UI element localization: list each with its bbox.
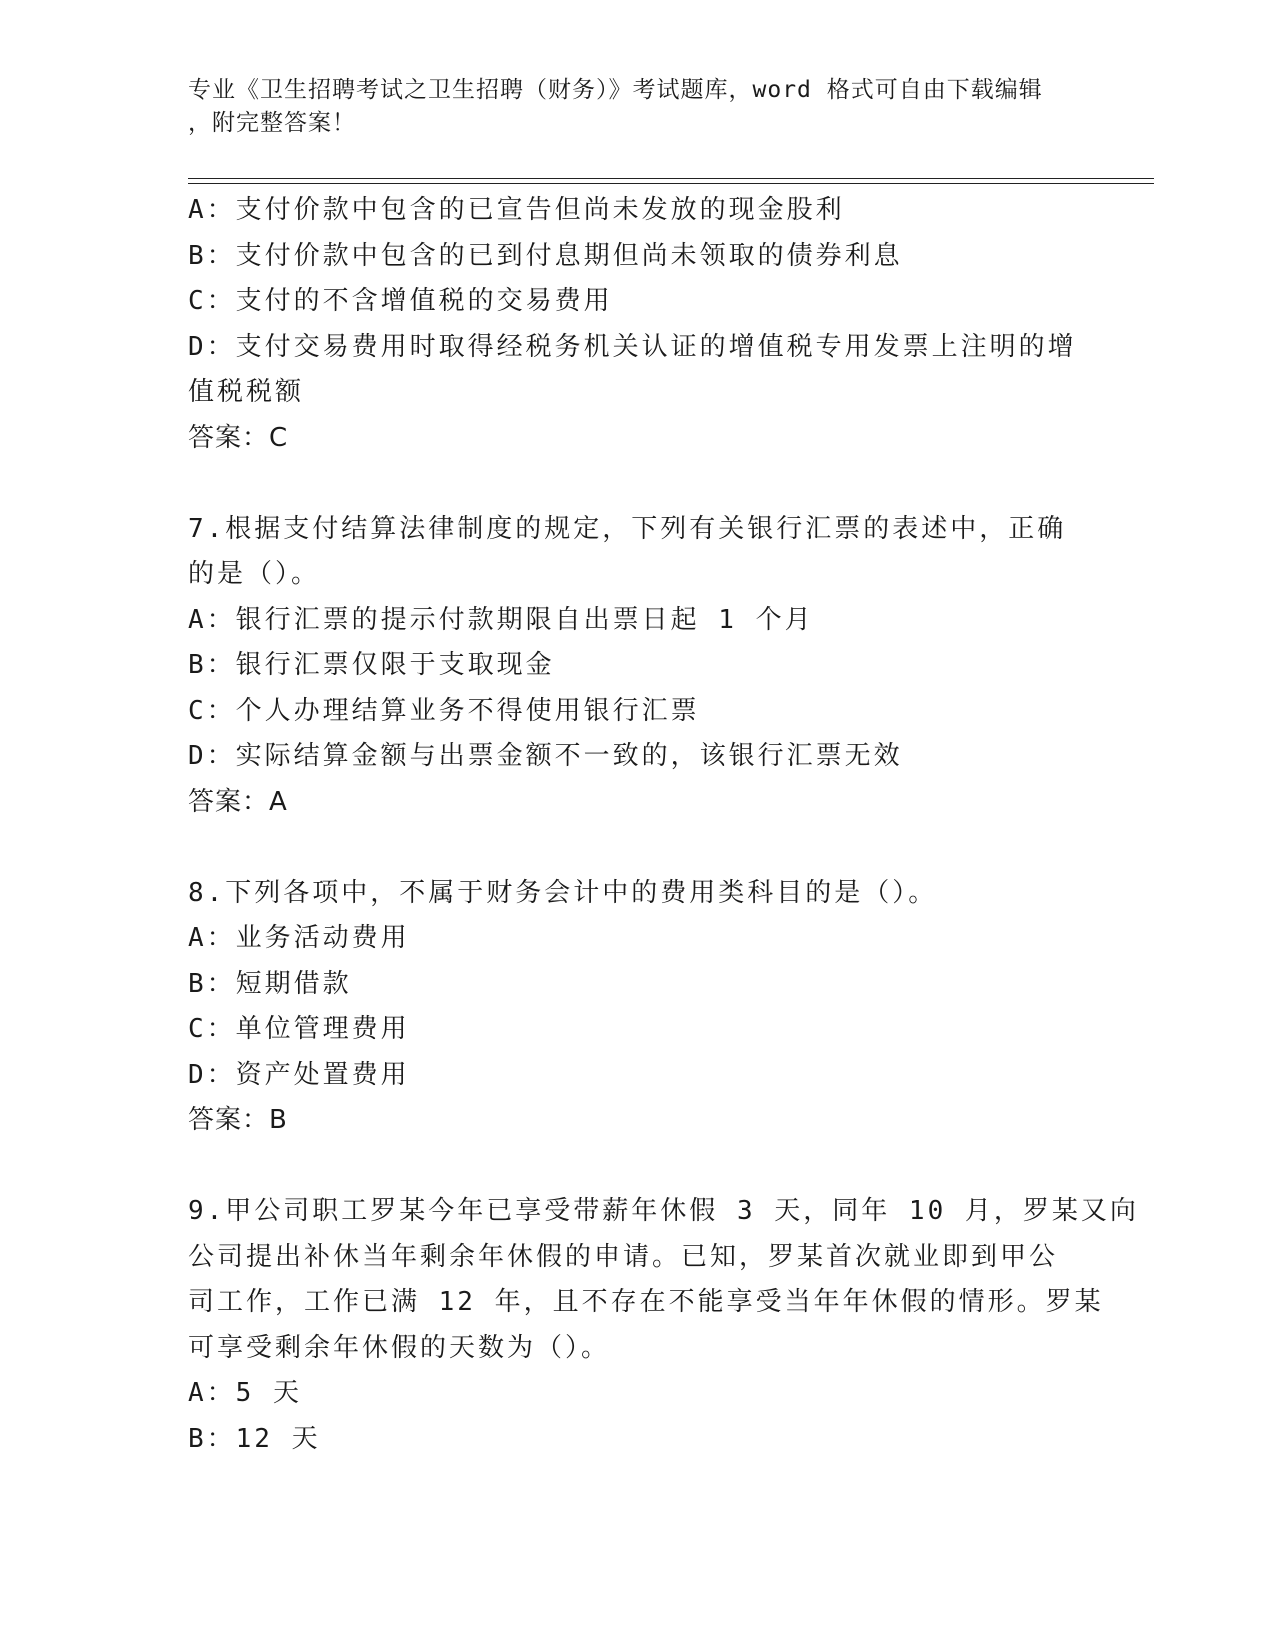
question-stem: 9.甲公司职工罗某今年已享受带薪年休假 3 天，同年 10 月，罗某又向 [188,1196,1139,1226]
question-stem-continued: 公司提出补休当年剩余年休假的申请。已知，罗某首次就业即到甲公 [188,1241,1059,1272]
spacer [188,825,1088,871]
option-c: C：个人办理结算业务不得使用银行汇票 [188,695,700,726]
option-d: D：资产处置费用 [188,1059,410,1090]
option-a: A：支付价款中包含的已宣告但尚未发放的现金股利 [188,195,845,225]
option-c: C：支付的不含增值税的交易费用 [188,286,613,316]
answer-line: 答案：A [188,786,288,817]
question-block-9 [188,1189,1139,1462]
answer-line: 答案：C [188,422,289,453]
question-stem-continued: 可享受剩余年休假的天数为（）。 [188,1332,611,1363]
option-a: A：业务活动费用 [188,923,410,953]
question-block-7 [188,507,1088,826]
question-block-8 [188,871,1088,1144]
header-rule-bottom [188,183,1154,184]
option-d: D：实际结算金额与出票金额不一致的，该银行汇票无效 [188,741,903,771]
header-rule-top [188,178,1154,179]
header-line-1: 专业《卫生招聘考试之卫生招聘（财务）》考试题库，word 格式可自由下载编辑 [188,77,1043,103]
answer-line: 答案：B [188,1105,288,1135]
option-b: B：银行汇票仅限于支取现金 [188,650,555,680]
header-line-2: ，附完整答案！ [188,110,356,136]
option-d: D：支付交易费用时取得经税务机关认证的增值税专用发票上注明的增 [188,331,1077,362]
option-d-continued: 值税税额 [188,377,305,407]
question-stem-continued: 司工作，工作已满 12 年，且不存在不能享受当年年休假的情形。罗某 [188,1287,1104,1317]
document-header [188,74,1088,140]
question-stem: 7.根据支付结算法律制度的规定，下列有关银行汇票的表述中，正确 [188,513,1067,544]
spacer [188,461,1088,507]
option-a: A：5 天 [188,1378,302,1408]
option-c: C：单位管理费用 [188,1014,410,1044]
option-b: B：短期借款 [188,968,352,999]
question-list [188,188,1139,1462]
spacer [188,1144,1088,1190]
option-b: B：12 天 [188,1423,321,1454]
question-stem-continued: 的是（）。 [188,559,321,589]
question-stem: 8.下列各项中，不属于财务会计中的费用类科目的是（）。 [188,877,938,908]
question-block-6 [188,188,1088,461]
option-b: B：支付价款中包含的已到付息期但尚未领取的债券利息 [188,240,903,271]
option-a: A：银行汇票的提示付款期限自出票日起 1 个月 [188,604,814,635]
